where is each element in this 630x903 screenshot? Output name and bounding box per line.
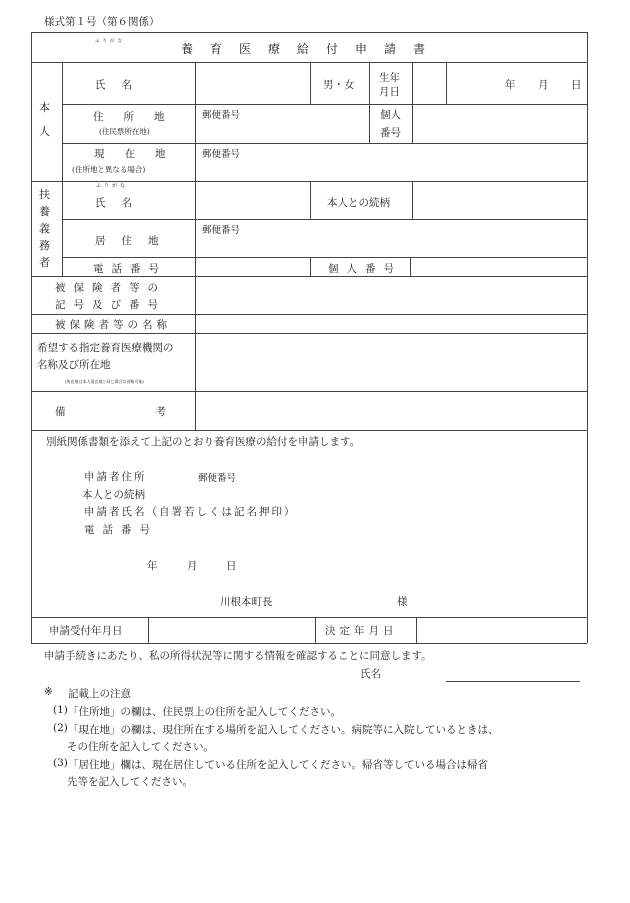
birth-month-label: 月 <box>538 79 549 91</box>
birth-label-1: 生年 <box>379 72 400 84</box>
addressee: 川根本町長 <box>220 596 273 608</box>
insurance-symbol-label-2: 記号及び番号 <box>55 299 166 311</box>
declaration-postal-label: 郵便番号 <box>198 473 237 484</box>
applicant-signature-label: 申請者氏名（自署若しくは記名押印） <box>84 506 297 518</box>
hospital-label-2: 名称及び所在地 <box>37 359 111 371</box>
insurance-name-label: 被保険者等の名称 <box>55 319 171 331</box>
notes-mark: ※ <box>44 686 53 698</box>
residence-label: 居住地 <box>95 235 175 247</box>
residence-input[interactable] <box>196 236 586 256</box>
form-number: 様式第１号（第６関係） <box>44 16 160 28</box>
note-2-line-1: 「現在地」の欄は、現住所在する場所を記入してください。病院等に入院しているときは、 <box>68 724 499 736</box>
received-date-label: 申請受付年月日 <box>49 625 123 637</box>
declaration-month-label: 月 <box>187 560 198 572</box>
applicant-address-label: 申請者住所 <box>84 471 147 483</box>
hospital-note: (所在地は本人現在地と同じ場合は省略可能) <box>65 379 145 384</box>
note-3-line-1: 「居住地」欄は、現在居住している住所を記入してください。帰省等している場合は帰省 <box>68 759 488 771</box>
consent-name-label: 氏名 <box>360 668 381 680</box>
declaration-day-label: 日 <box>226 560 237 572</box>
notes-heading: 記載上の注意 <box>68 688 131 700</box>
address-input[interactable] <box>196 120 368 142</box>
current-location-note: (住所地と異なる場合) <box>72 165 146 174</box>
form-title: 養育医療給付申請書 <box>181 42 443 56</box>
applicant-name-field[interactable] <box>196 63 309 103</box>
address-note: (住民票所在地) <box>99 127 150 136</box>
birth-year-label: 年 <box>505 79 516 91</box>
guardian-section-label: 扶 養 義 務 者 <box>39 188 50 270</box>
declaration-year-label: 年 <box>147 560 158 572</box>
note-3-num: (3) <box>53 757 68 769</box>
guardian-furigana: ふりがな <box>96 183 129 189</box>
note-1-num: (1) <box>53 704 68 716</box>
applicant-section-label: 本 人 <box>39 101 50 139</box>
declaration-relation-label: 本人との続柄 <box>82 489 145 501</box>
birth-era-field[interactable] <box>413 63 445 103</box>
consent-signature-line[interactable] <box>446 681 580 682</box>
insurance-name-input[interactable] <box>196 315 586 332</box>
residence-postal-label: 郵便番号 <box>202 225 241 236</box>
birth-label-2: 月日 <box>379 86 400 98</box>
relation-input[interactable] <box>413 182 586 218</box>
note-2-num: (2) <box>53 722 68 734</box>
personal-number-label-2: 番号 <box>380 127 401 139</box>
remarks-input[interactable] <box>196 392 586 429</box>
current-location-label: 現在地 <box>94 148 186 160</box>
note-2-line-2: その住所を記入してください。 <box>67 741 214 753</box>
decision-date-label: 決定年月日 <box>325 625 398 637</box>
guardian-personal-number-label: 個人番号 <box>328 263 402 275</box>
hospital-label-1: 希望する指定養育医療機関の <box>37 342 174 354</box>
note-1-line-1: 「住所地」の欄は、住民票上の住所を記入してください。 <box>68 706 341 718</box>
guardian-personal-number-input[interactable] <box>411 258 586 275</box>
birth-day-label: 日 <box>571 79 582 91</box>
address-label: 住所地 <box>93 111 185 123</box>
personal-number-label-1: 個人 <box>380 109 401 121</box>
remarks-label: 備考 <box>55 406 256 418</box>
applicant-name-label: 氏名 <box>95 79 148 91</box>
declaration-statement: 別紙関係書類を添えて上記のとおり養育医療の給付を申請します。 <box>46 436 361 448</box>
gender-selector[interactable]: 男・女 <box>323 79 355 91</box>
declaration-phone-label: 電話番号 <box>84 524 158 536</box>
insurance-number-input[interactable] <box>196 277 586 313</box>
relation-label: 本人との続柄 <box>327 197 390 209</box>
current-postal-label: 郵便番号 <box>202 149 241 160</box>
insurance-symbol-label-1: 被保険者等の <box>55 282 166 294</box>
phone-label: 電話番号 <box>93 263 167 275</box>
address-postal-label: 郵便番号 <box>202 110 241 121</box>
decision-date-input[interactable] <box>417 618 586 642</box>
guardian-name-label: 氏名 <box>95 197 148 209</box>
title-furigana: ふりがな <box>95 39 125 44</box>
consent-text: 申請手続きにあたり、私の所得状況等に関する情報を確認することに同意します。 <box>44 650 432 662</box>
hospital-input[interactable] <box>196 334 586 390</box>
phone-input[interactable] <box>196 258 309 275</box>
guardian-name-input[interactable] <box>196 182 309 218</box>
note-3-line-2: 先等を記入してください。 <box>67 776 193 788</box>
current-location-input[interactable] <box>196 160 586 180</box>
addressee-honorific: 様 <box>397 596 408 608</box>
personal-number-input[interactable] <box>413 105 586 142</box>
received-date-input[interactable] <box>149 618 314 642</box>
